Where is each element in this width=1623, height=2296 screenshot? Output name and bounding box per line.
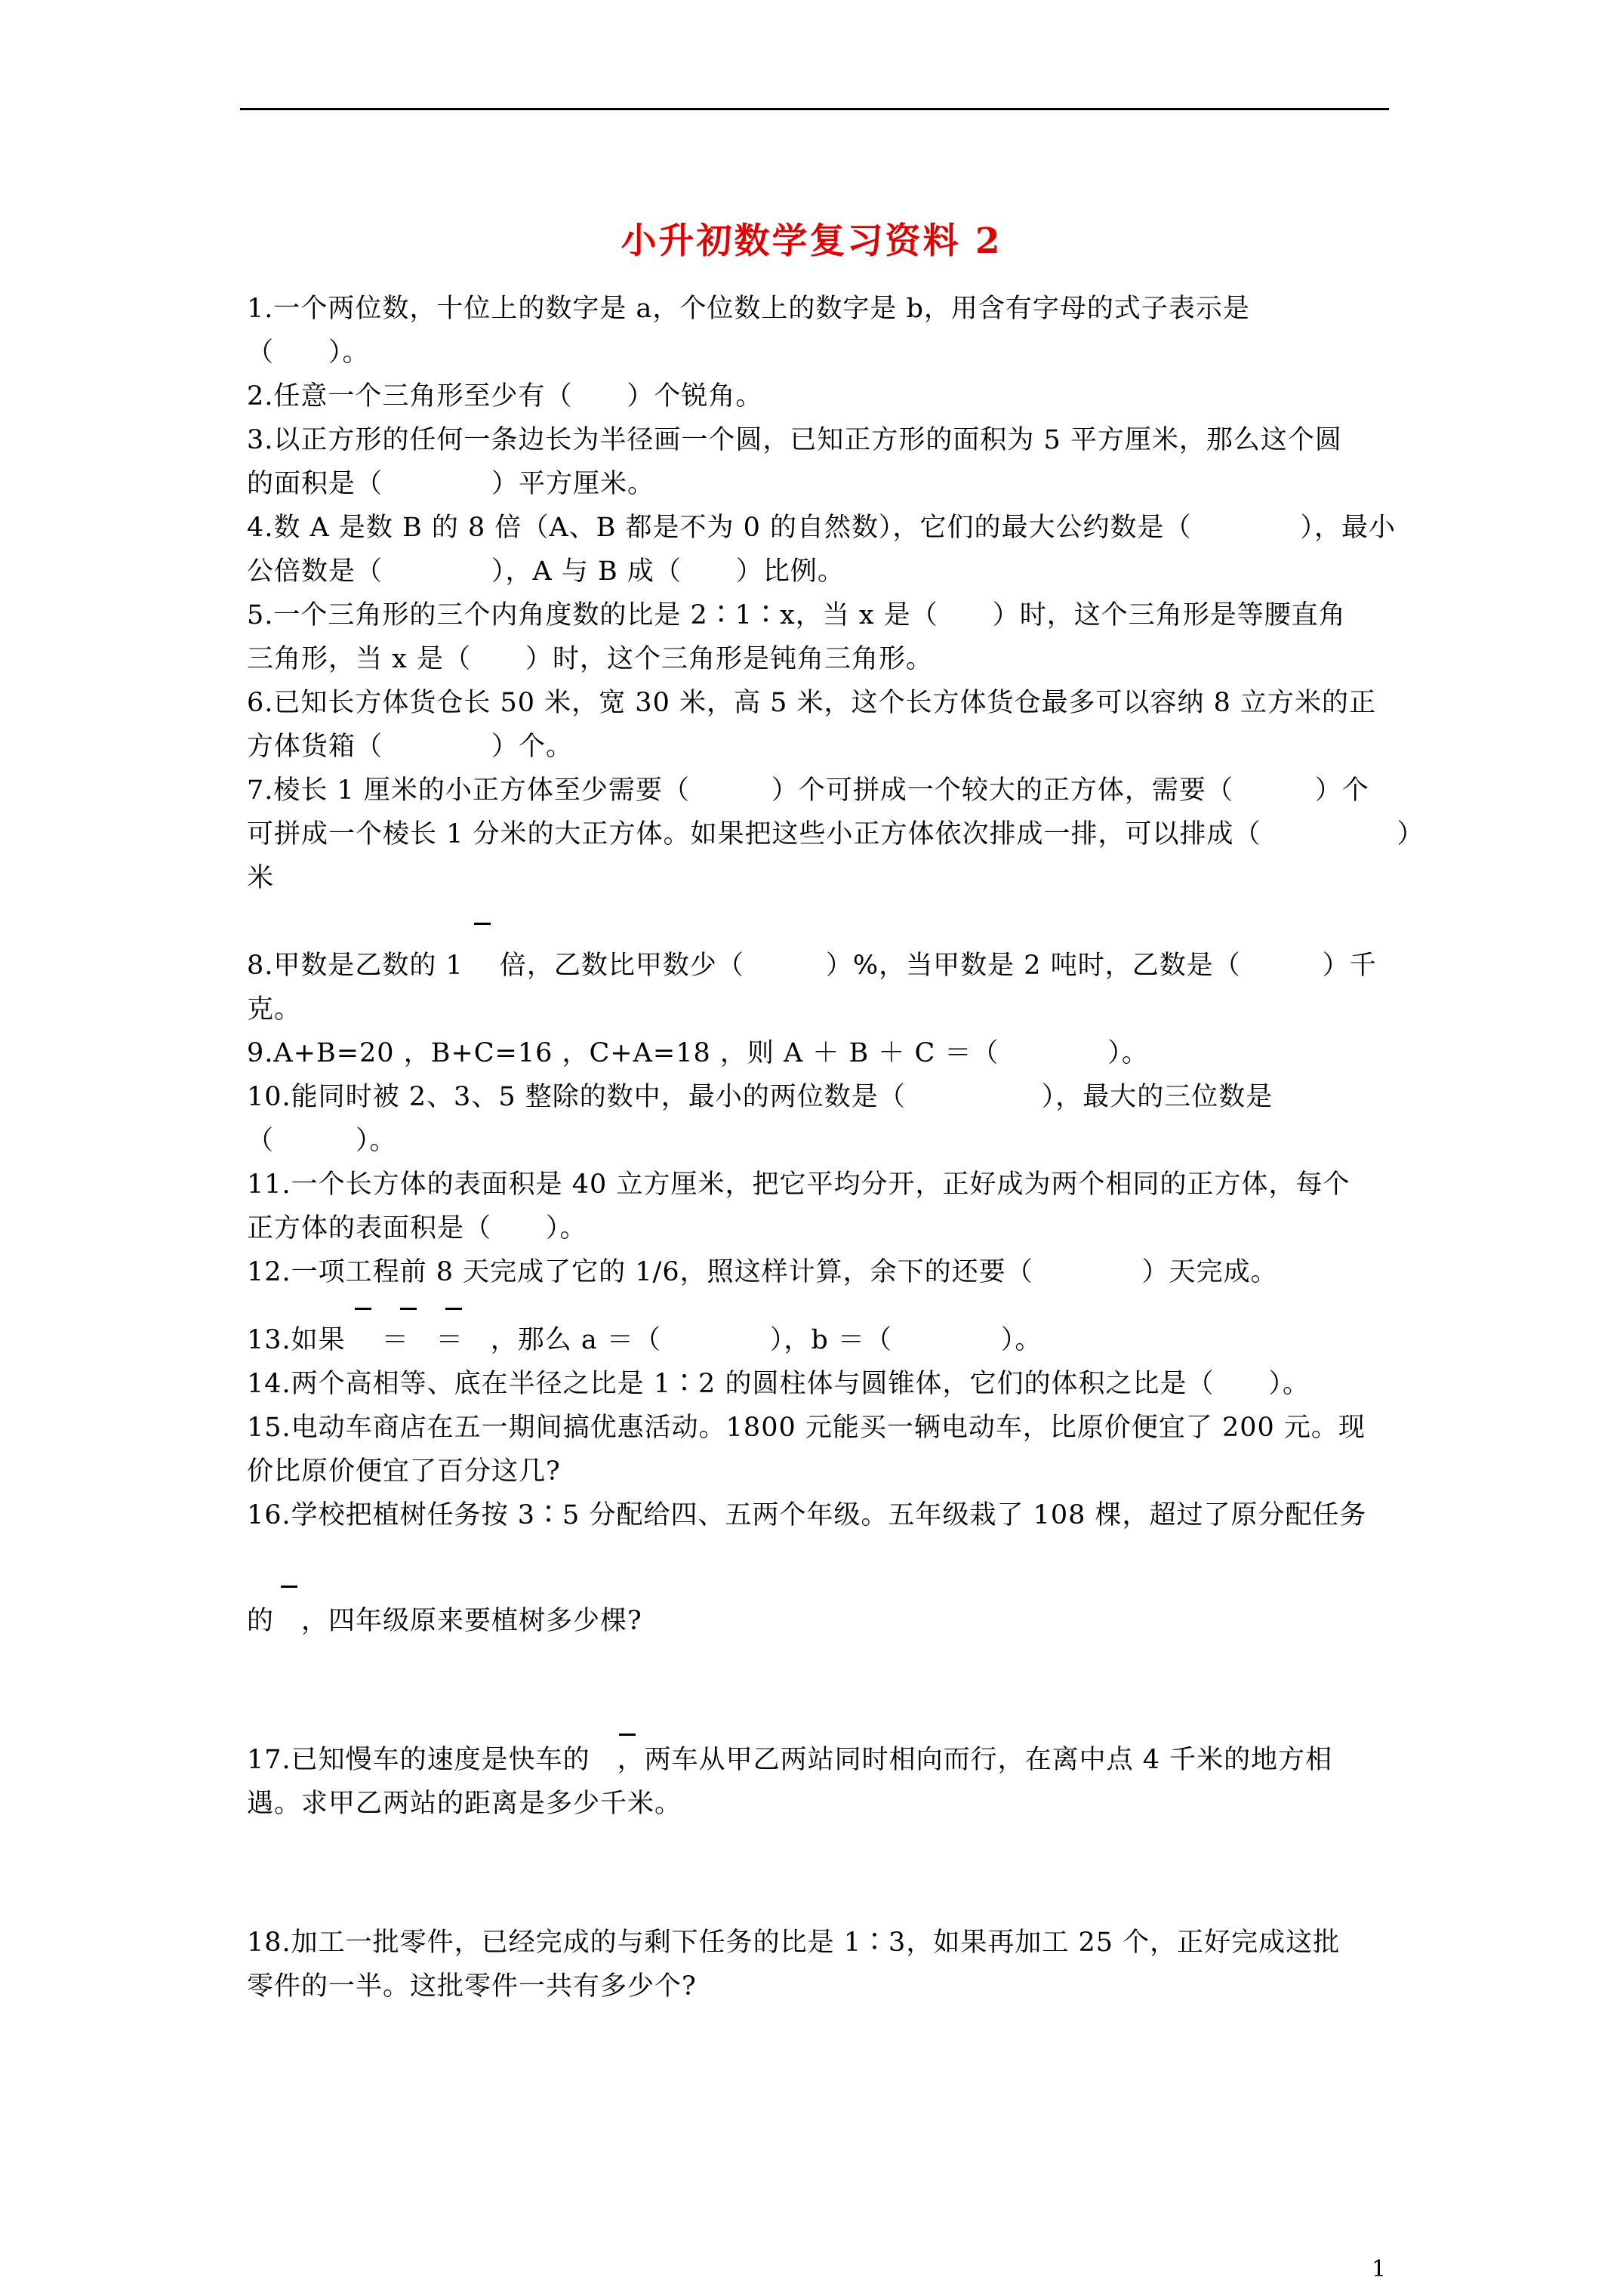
page-number: 1 [1372,2256,1387,2282]
document-title: 小升初数学复习资料 2 [621,220,1002,262]
question-8-line-2: 克。 [247,994,302,1025]
question-9-line-1: 9.A+B=20 ，B+C=16 ，C+A=18 ，则 A ＋ B ＋ C ＝（ ）。 [247,1038,1149,1068]
fraction-bar [619,1734,636,1736]
question-4-line-2: 公倍数是（ ），A 与 B 成（ ）比例。 [247,556,845,587]
question-18-line-1: 18.加工一批零件，已经完成的与剩下任务的比是 1∶3，如果再加工 25 个，正好完成这批 [247,1928,1341,1958]
question-10-line-1: 10.能同时被 2、3、5 整除的数中，最小的两位数是（ ），最大的三位数是 [247,1082,1273,1112]
question-6-line-1: 6.已知长方体货仓长 50 米，宽 30 米，高 5 米，这个长方体货仓最多可以容纳 8 立方米的正 [247,688,1377,718]
question-13-line-1: 13.如果 ＝ ＝ ，那么 a ＝（ ），b ＝（ ）。 [247,1325,1042,1355]
question-3-line-2: 的面积是（ ）平方厘米。 [247,469,655,499]
question-2-line-1: 2.任意一个三角形至少有（ ）个锐角。 [247,381,763,411]
question-5-line-2: 三角形，当 x 是（ ）时，这个三角形是钝角三角形。 [247,644,933,674]
fraction-bar [281,1586,297,1588]
fraction-bar [474,923,491,925]
question-17-line-1: 17.已知慢车的速度是快车的 ，两车从甲乙两站同时相向而行，在离中点 4 千米的地方相 [247,1745,1333,1775]
fraction-bar [355,1308,371,1310]
question-7-line-3: 米 [247,863,275,893]
question-1-line-2: （ ）。 [247,337,370,368]
question-6-line-2: 方体货箱（ ）个。 [247,732,574,762]
question-7-line-2: 可拼成一个棱长 1 分米的大正方体。如果把这些小正方体依次排成一排，可以排成（ ） [247,819,1424,849]
question-7-line-1: 7.棱长 1 厘米的小正方体至少需要（ ）个可拼成一个较大的正方体，需要（ ）个 [247,775,1369,806]
fraction-bar [445,1308,462,1310]
question-10-line-2: （ ）。 [247,1126,397,1156]
question-1-line-1: 1.一个两位数，十位上的数字是 a，个位数上的数字是 b，用含有字母的式子表示是 [247,294,1250,324]
question-15-line-2: 价比原价便宜了百分这几? [247,1456,561,1487]
question-15-line-1: 15.电动车商店在五一期间搞优惠活动。1800 元能买一辆电动车，比原价便宜了 200 元。现 [247,1413,1366,1443]
question-18-line-2: 零件的一半。这批零件一共有多少个? [247,1971,697,2002]
question-16-line-1: 16.学校把植树任务按 3∶5 分配给四、五两个年级。五年级栽了 108 棵，超过了原分配任务 [247,1500,1367,1530]
question-5-line-1: 5.一个三角形的三个内角度数的比是 2∶1∶x，当 x 是（ ）时，这个三角形是等腰直角 [247,600,1346,630]
question-12-line-1: 12.一项工程前 8 天完成了它的 1/6，照这样计算，余下的还要（ ）天完成。 [247,1257,1278,1287]
question-3-line-1: 3.以正方形的任何一条边长为半径画一个圆，已知正方形的面积为 5 平方厘米，那么这个圆 [247,425,1342,455]
question-17-line-2: 遇。求甲乙两站的距离是多少千米。 [247,1789,682,1819]
question-11-line-2: 正方体的表面积是（ ）。 [247,1213,587,1244]
question-8-line-1: 8.甲数是乙数的 1 倍，乙数比甲数少（ ）%，当甲数是 2 吨时，乙数是（ ）千 [247,951,1377,981]
question-14-line-1: 14.两个高相等、底在半径之比是 1∶2 的圆柱体与圆锥体，它们的体积之比是（ ）。 [247,1369,1310,1399]
header-rule [240,108,1389,110]
question-4-line-1: 4.数 A 是数 B 的 8 倍（A、B 都是不为 0 的自然数），它们的最大公约数是（ ），最小 [247,513,1397,543]
question-16-line-2: 的 ，四年级原来要植树多少棵? [247,1606,642,1636]
question-11-line-1: 11.一个长方体的表面积是 40 立方厘米，把它平均分开，正好成为两个相同的正方体，每个 [247,1170,1350,1200]
fraction-bar [400,1308,417,1310]
